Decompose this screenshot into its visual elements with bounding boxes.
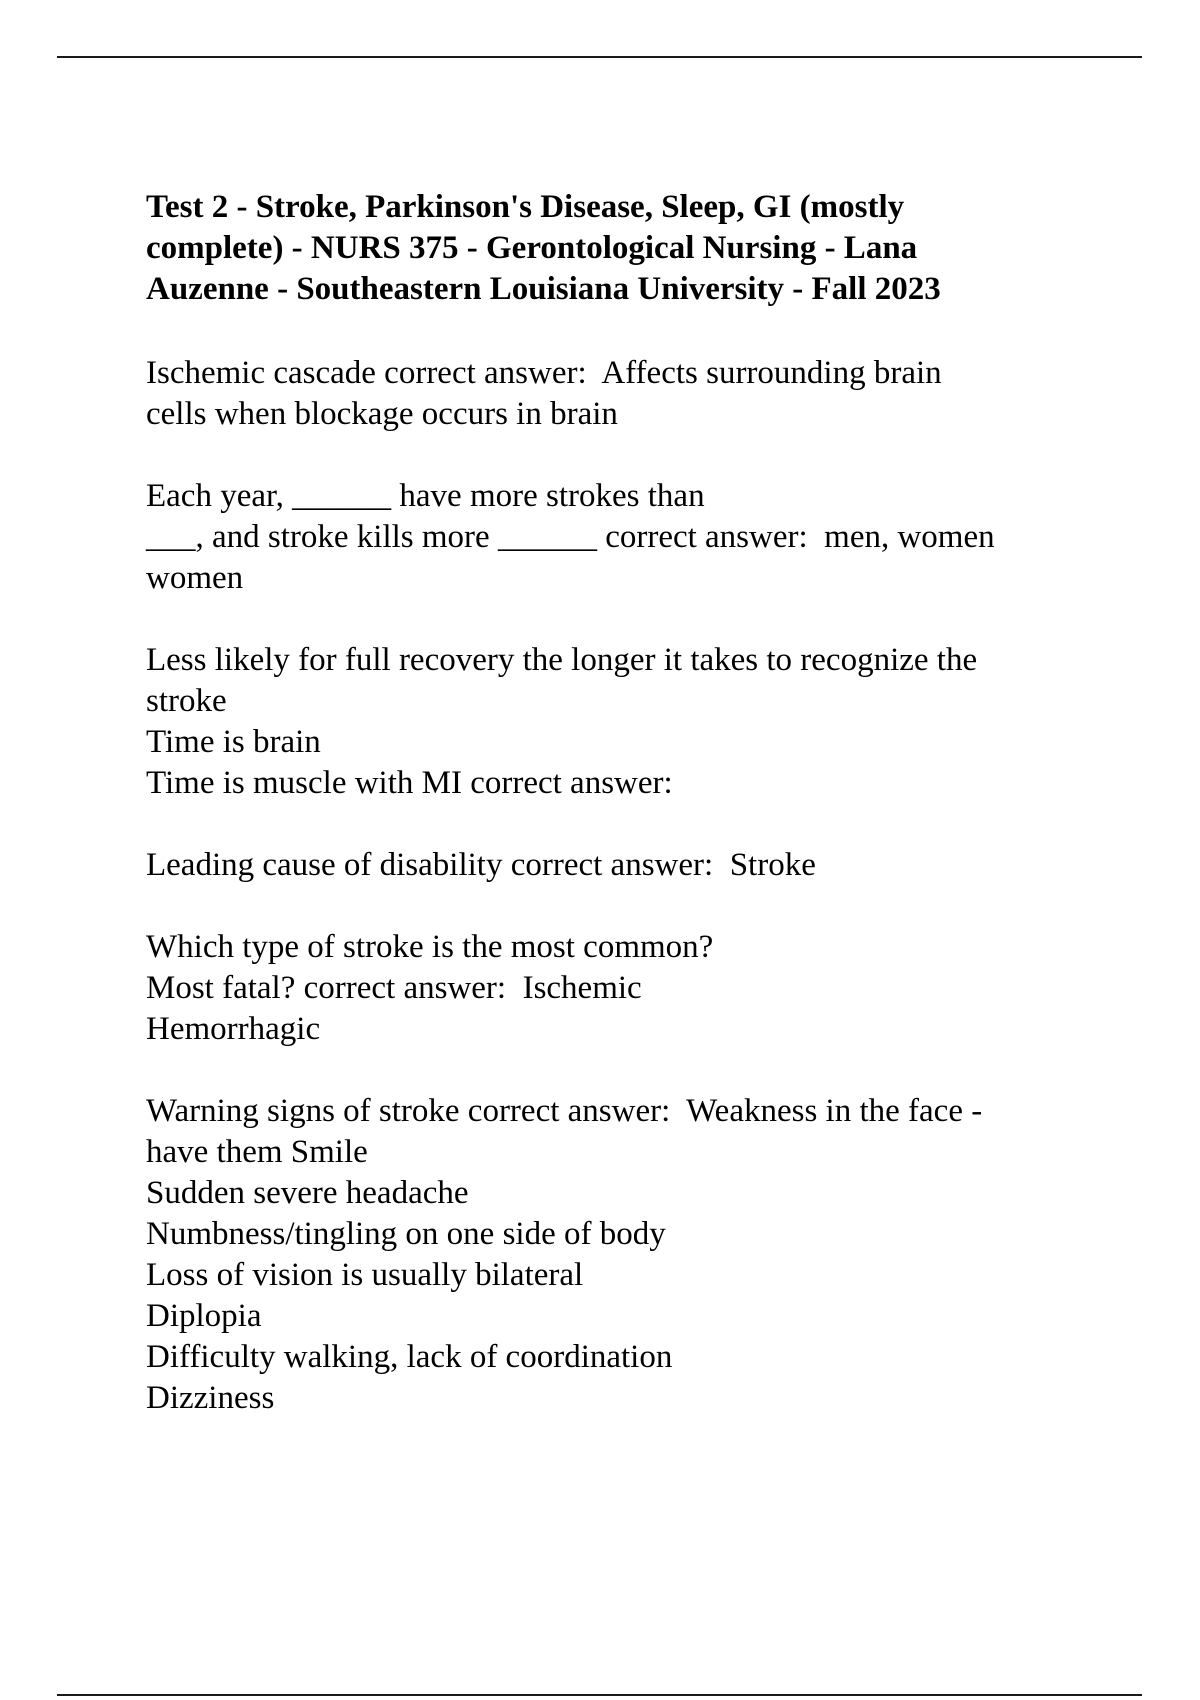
qa-line: cells when blockage occurs in brain: [146, 396, 618, 432]
qa-line: stroke: [146, 683, 227, 719]
title-line: Test 2 - Stroke, Parkinson's Disease, Sleep, GI (mostly: [146, 189, 905, 225]
top-rule: [57, 56, 1142, 58]
qa-line: Dizziness: [146, 1380, 275, 1416]
qa-entry-leading-cause-disability: [146, 845, 1106, 886]
qa-line: Diplopia: [146, 1298, 262, 1334]
qa-line: Difficulty walking, lack of coordination: [146, 1339, 673, 1375]
qa-line: Ischemic cascade correct answer: Affects surrounding brain: [146, 355, 942, 391]
qa-line: women: [146, 560, 244, 596]
qa-line: Less likely for full recovery the longer it takes to recognize the: [146, 642, 978, 678]
qa-entry-ischemic-cascade: [146, 353, 1106, 435]
title-line: Auzenne - Southeastern Louisiana University - Fall 2023: [146, 271, 941, 307]
qa-line: Most fatal? correct answer: Ischemic: [146, 970, 642, 1006]
qa-line: ___, and stroke kills more ______ correct answer: men, women: [146, 519, 995, 555]
qa-entry-stroke-gender: [146, 476, 1106, 599]
qa-line: Time is muscle with MI correct answer:: [146, 765, 673, 801]
qa-entry-stroke-type: [146, 927, 1106, 1050]
qa-line: Time is brain: [146, 724, 321, 760]
qa-entry-time-is-brain: [146, 640, 1106, 804]
qa-line: Numbness/tingling on one side of body: [146, 1216, 666, 1252]
qa-line: Each year, ______ have more strokes than: [146, 478, 705, 514]
qa-entry-warning-signs: [146, 1091, 1106, 1419]
document-body: [146, 187, 1106, 1460]
document-title: [146, 187, 1106, 310]
qa-line: Warning signs of stroke correct answer: Weakness in the face -: [146, 1093, 983, 1129]
qa-line: Loss of vision is usually bilateral: [146, 1257, 584, 1293]
title-line: complete) - NURS 375 - Gerontological Nursing - Lana: [146, 230, 918, 266]
qa-line: Sudden severe headache: [146, 1175, 469, 1211]
qa-line: have them Smile: [146, 1134, 368, 1170]
qa-line: Hemorrhagic: [146, 1011, 321, 1047]
bottom-rule: [57, 1694, 1142, 1696]
qa-line: Which type of stroke is the most common?: [146, 929, 714, 965]
qa-line: Leading cause of disability correct answer: Stroke: [146, 847, 816, 883]
